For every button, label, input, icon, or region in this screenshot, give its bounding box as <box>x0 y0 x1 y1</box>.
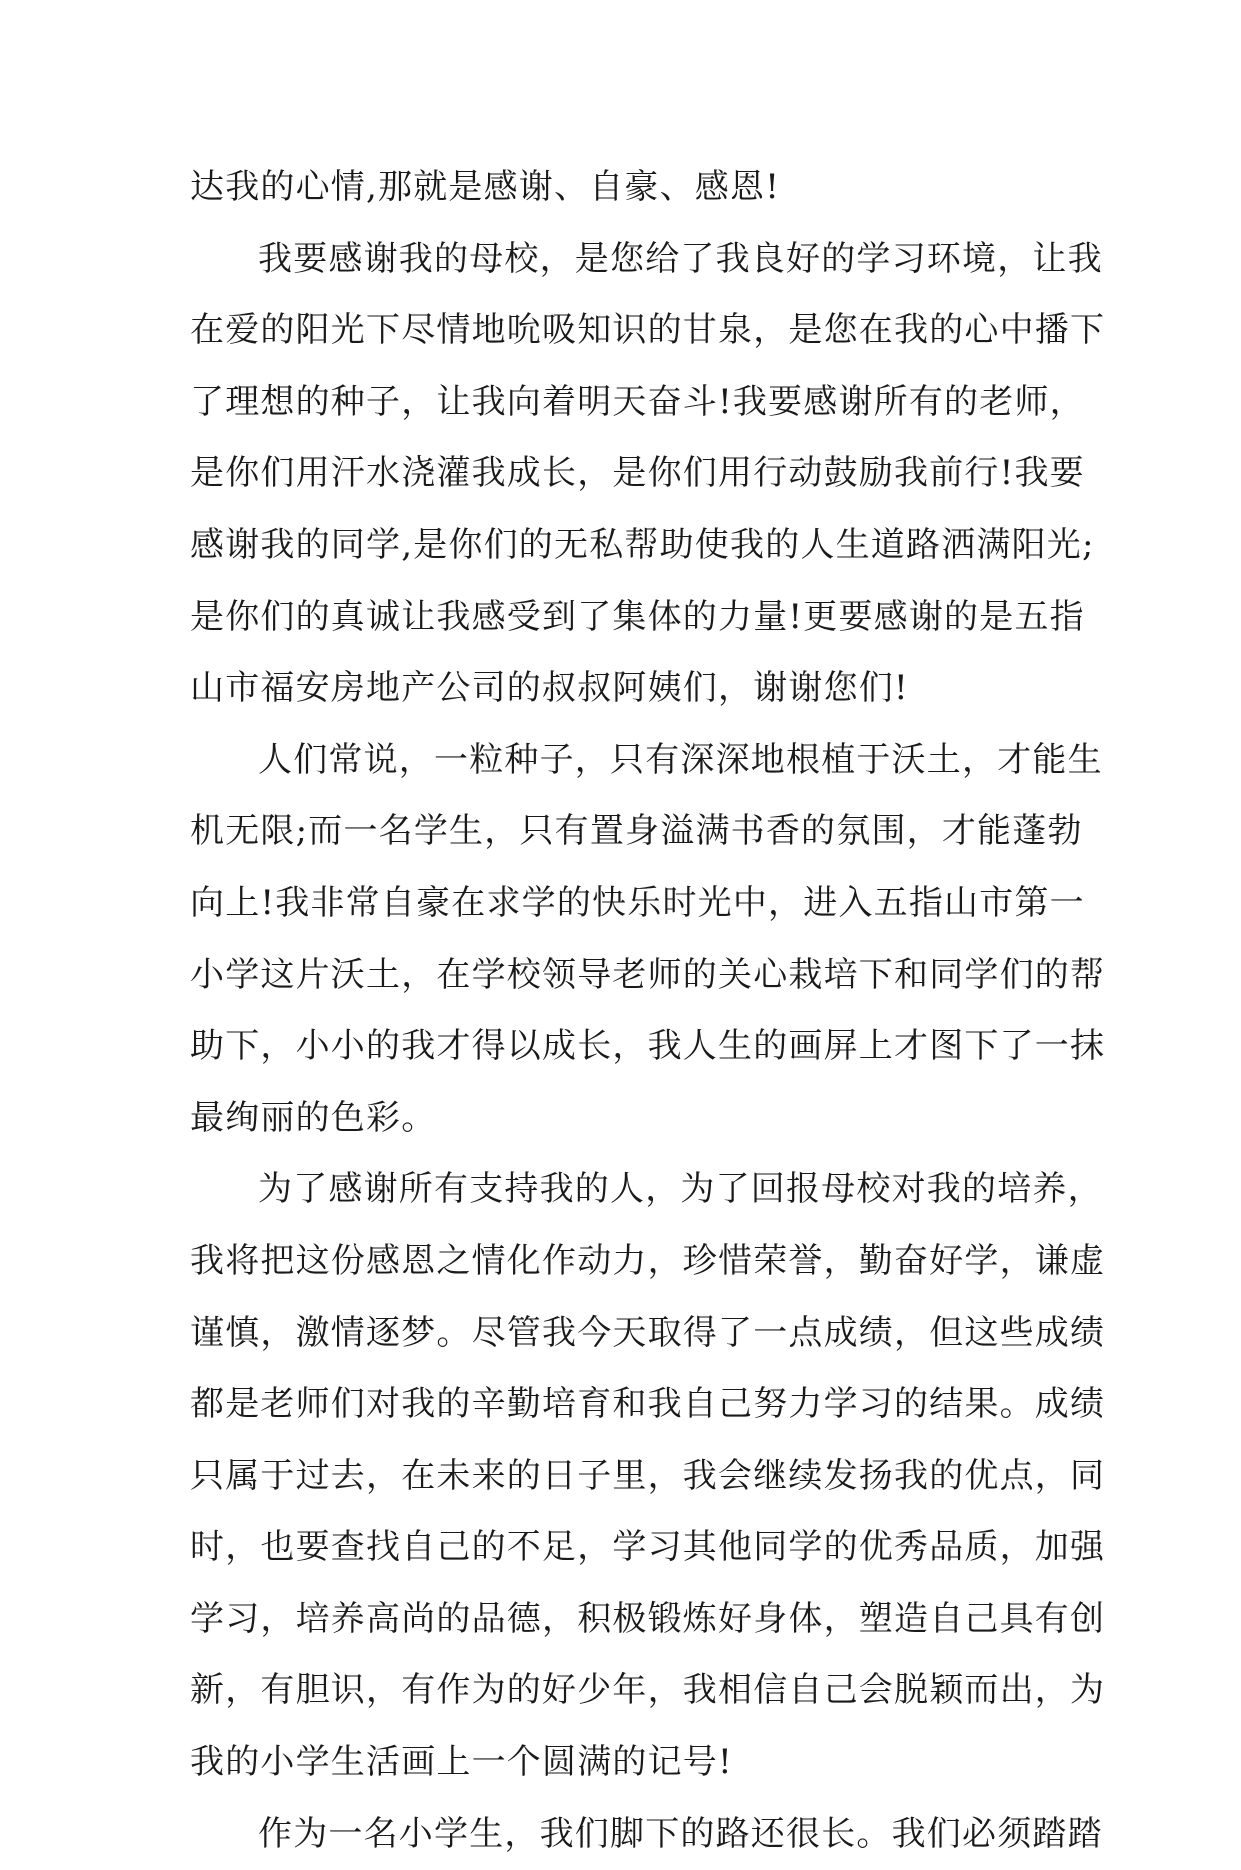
text-line: 我的小学生活画上一个圆满的记号! <box>190 1742 733 1783</box>
text-line: 时，也要查找自己的不足，学习其他同学的优秀品质，加强 <box>190 1527 1106 1568</box>
text-line: 山市福安房地产公司的叔叔阿姨们，谢谢您们! <box>190 668 909 709</box>
text-line: 学习，培养高尚的品德，积极锻炼好身体，塑造自己具有创 <box>190 1598 1106 1639</box>
text-line: 我将把这份感恩之情化作动力，珍惜荣誉，勤奋好学，谦虚 <box>190 1240 1106 1281</box>
text-line: 最绚丽的色彩。 <box>190 1097 437 1138</box>
text-line: 助下，小小的我才得以成长，我人生的画屏上才图下了一抹 <box>190 1026 1106 1067</box>
text-line: 向上!我非常自豪在求学的快乐时光中，进入五指山市第一 <box>190 882 1085 923</box>
text-line: 了理想的种子，让我向着明天奋斗!我要感谢所有的老师， <box>190 381 1085 422</box>
text-line: 我要感谢我的母校，是您给了我良好的学习环境，让我 <box>258 238 1103 279</box>
text-line: 小学这片沃土，在学校领导老师的关心栽培下和同学们的帮 <box>190 954 1106 995</box>
text-line: 人们常说，一粒种子，只有深深地根植于沃土，才能生 <box>258 739 1103 780</box>
text-line: 是你们的真诚让我感受到了集体的力量!更要感谢的是五指 <box>190 596 1085 637</box>
body-text <box>190 152 1106 1870</box>
text-line: 机无限;而一名学生，只有置身溢满书香的氛围，才能蓬勃 <box>190 811 1083 852</box>
text-line: 达我的心情,那就是感谢、自豪、感恩! <box>190 167 781 207</box>
text-line: 谨慎，激情逐梦。尽管我今天取得了一点成绩，但这些成绩 <box>190 1312 1106 1353</box>
text-line: 感谢我的同学,是你们的无私帮助使我的人生道路洒满阳光; <box>190 524 1095 565</box>
text-line: 为了感谢所有支持我的人，为了回报母校对我的培养， <box>258 1169 1103 1210</box>
text-line: 作为一名小学生，我们脚下的路还很长。我们必须踏踏 <box>258 1813 1103 1854</box>
text-line: 在爱的阳光下尽情地吮吸知识的甘泉，是您在我的心中播下 <box>190 310 1106 351</box>
text-line: 是你们用汗水浇灌我成长，是你们用行动鼓励我前行!我要 <box>190 453 1085 494</box>
text-line: 都是老师们对我的辛勤培育和我自己努力学习的结果。成绩 <box>190 1384 1106 1425</box>
text-line: 新，有胆识，有作为的好少年，我相信自己会脱颖而出，为 <box>190 1670 1106 1711</box>
text-line: 只属于过去，在未来的日子里，我会继续发扬我的优点，同 <box>190 1455 1106 1496</box>
